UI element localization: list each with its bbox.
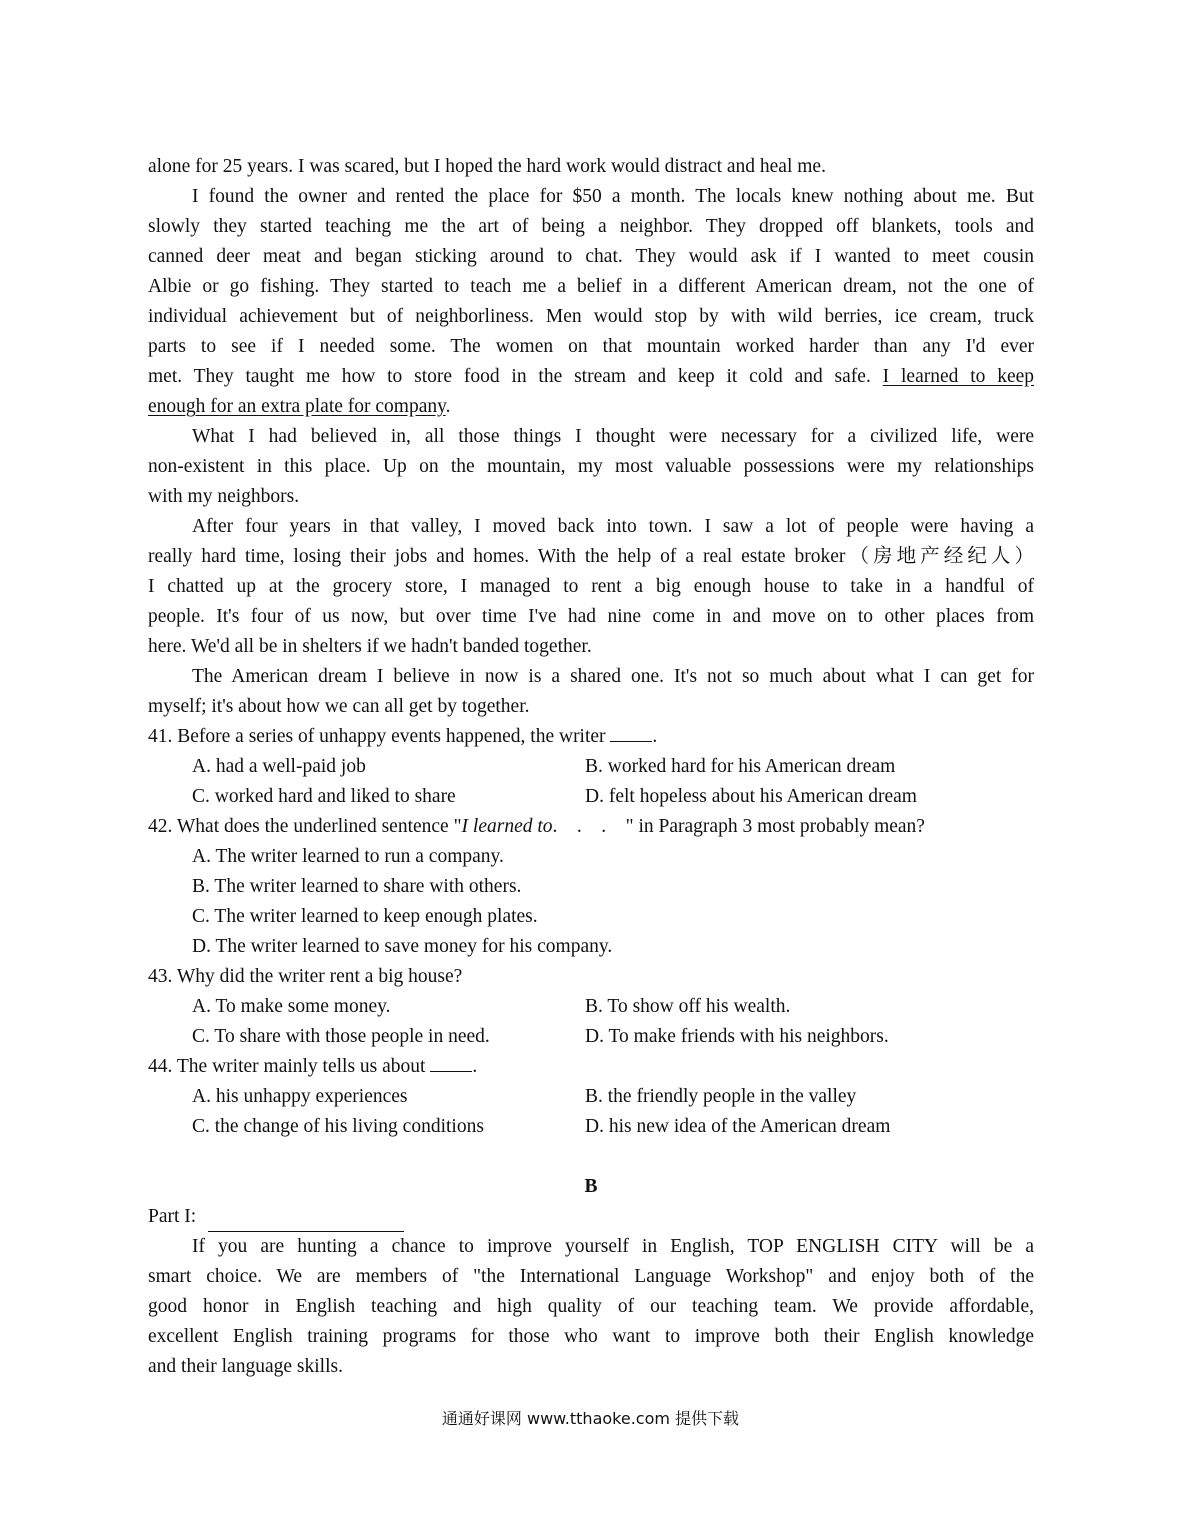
underlined-sentence: enough for an extra plate for company (148, 396, 446, 417)
question-text: 44. The writer mainly tells us about (148, 1056, 426, 1077)
option-a: A. his unhappy experiences (192, 1086, 408, 1107)
passage-line: with my neighbors. (148, 486, 300, 507)
underlined-sentence: I learned to keep (882, 366, 1035, 387)
option-row (148, 992, 1034, 1022)
option-row (148, 782, 1034, 812)
question-41 (148, 722, 1034, 812)
passage-line (148, 392, 1034, 422)
passage-line: excellent English training programs for those who want to improve both their English knowledge (148, 1326, 1034, 1347)
option-d: D. To make friends with his neighbors. (585, 1026, 889, 1047)
option-d: D. his new idea of the American dream (585, 1116, 891, 1137)
question-42 (148, 812, 1034, 962)
option-row (148, 1082, 1034, 1112)
passage-line: slowly they started teaching me the art of being a neighbor. They dropped off blankets, tools and (148, 216, 1034, 237)
option-c: C. the change of his living conditions (192, 1116, 484, 1137)
passage-line: parts to see if I needed some. The women on that mountain worked harder than any I'd ever (148, 336, 1034, 357)
passage-line: individual achievement but of neighborliness. Men would stop by with wild berries, ice cream, truck (148, 306, 1034, 327)
passage-line: I found the owner and rented the place for $50 a month. The locals knew nothing about me. But (192, 186, 1034, 207)
section-heading: B (584, 1176, 598, 1197)
option-d: D. The writer learned to save money for his company. (192, 936, 613, 957)
passage-line: Albie or go fishing. They started to teach me a belief in a different American dream, not the one of (148, 276, 1034, 297)
passage-line: alone for 25 years. I was scared, but I hoped the hard work would distract and heal me. (148, 156, 826, 177)
passage-text: met. They taught me how to store food in the stream and keep it cold and safe. (148, 366, 871, 387)
part-label: Part I: (148, 1206, 197, 1227)
passage-line: good honor in English teaching and high quality of our teaching team. We provide affordable, (148, 1296, 1034, 1317)
passage-line: myself; it's about how we can all get by together. (148, 696, 530, 717)
option-a: A. To make some money. (192, 996, 391, 1017)
question-stem (148, 1052, 1034, 1082)
question-text: 41. Before a series of unhappy events happened, the writer (148, 726, 606, 747)
question-text: . (652, 726, 658, 747)
option-b: B. The writer learned to share with others. (192, 876, 522, 897)
title-blank (208, 1211, 404, 1232)
passage-line: and their language skills. (148, 1356, 343, 1377)
question-43 (148, 962, 1034, 1052)
option-c: C. The writer learned to keep enough plates. (192, 906, 538, 927)
passage-line: people. It's four of us now, but over time I've had nine come in and move on to other places from (148, 606, 1034, 627)
option-b: B. the friendly people in the valley (585, 1086, 857, 1107)
option-b: B. worked hard for his American dream (585, 756, 896, 777)
option-row (148, 1112, 1034, 1142)
option-c: C. worked hard and liked to share (192, 786, 456, 807)
passage-line: really hard time, losing their jobs and homes. With the help of a real estate broker（房地产经纪人） (148, 546, 1034, 567)
passage-a (148, 152, 1034, 722)
question-stem (148, 722, 1034, 752)
text-column (148, 152, 1034, 1382)
passage-text: . (445, 396, 451, 417)
option-c: C. To share with those people in need. (192, 1026, 490, 1047)
passage-line: here. We'd all be in shelters if we hadn't banded together. (148, 636, 592, 657)
option-row (148, 1022, 1034, 1052)
option-a: A. had a well-paid job (192, 756, 366, 777)
answer-blank (430, 1070, 472, 1072)
passage-line: non-existent in this place. Up on the mountain, my most valuable possessions were my relationships (148, 456, 1034, 477)
passage-line: What I had believed in, all those things I thought were necessary for a civilized life, were (192, 426, 1034, 447)
part-label-line (148, 1202, 1034, 1232)
question-text: . . . " in Paragraph 3 most probably mean? (552, 816, 925, 837)
option-row (148, 752, 1034, 782)
question-44 (148, 1052, 1034, 1142)
question-stem (148, 812, 1034, 842)
footer-credit: 通通好课网 www.tthaoke.com 提供下载 (441, 1409, 740, 1428)
question-text-italic: I learned to (461, 816, 553, 837)
passage-line: The American dream I believe in now is a shared one. It's not so much about what I can get for (192, 666, 1034, 687)
question-text: . (472, 1056, 478, 1077)
passage-line: If you are hunting a chance to improve yourself in English, TOP ENGLISH CITY will be a (192, 1236, 1034, 1257)
passage-line: smart choice. We are members of "the International Language Workshop" and enjoy both of the (148, 1266, 1034, 1287)
passage-b (148, 1202, 1034, 1382)
passage-line (148, 362, 1034, 392)
passage-line: canned deer meat and began sticking around to chat. They would ask if I wanted to meet cousin (148, 246, 1034, 267)
passage-line: I chatted up at the grocery store, I managed to rent a big enough house to take in a handful of (148, 576, 1034, 597)
answer-blank (610, 740, 652, 742)
passage-line: After four years in that valley, I moved back into town. I saw a lot of people were having a (192, 516, 1034, 537)
question-text: 42. What does the underlined sentence " (148, 816, 462, 837)
question-stem: 43. Why did the writer rent a big house? (148, 966, 463, 987)
option-a: A. The writer learned to run a company. (192, 846, 504, 867)
option-d: D. felt hopeless about his American dream (585, 786, 917, 807)
option-b: B. To show off his wealth. (585, 996, 791, 1017)
